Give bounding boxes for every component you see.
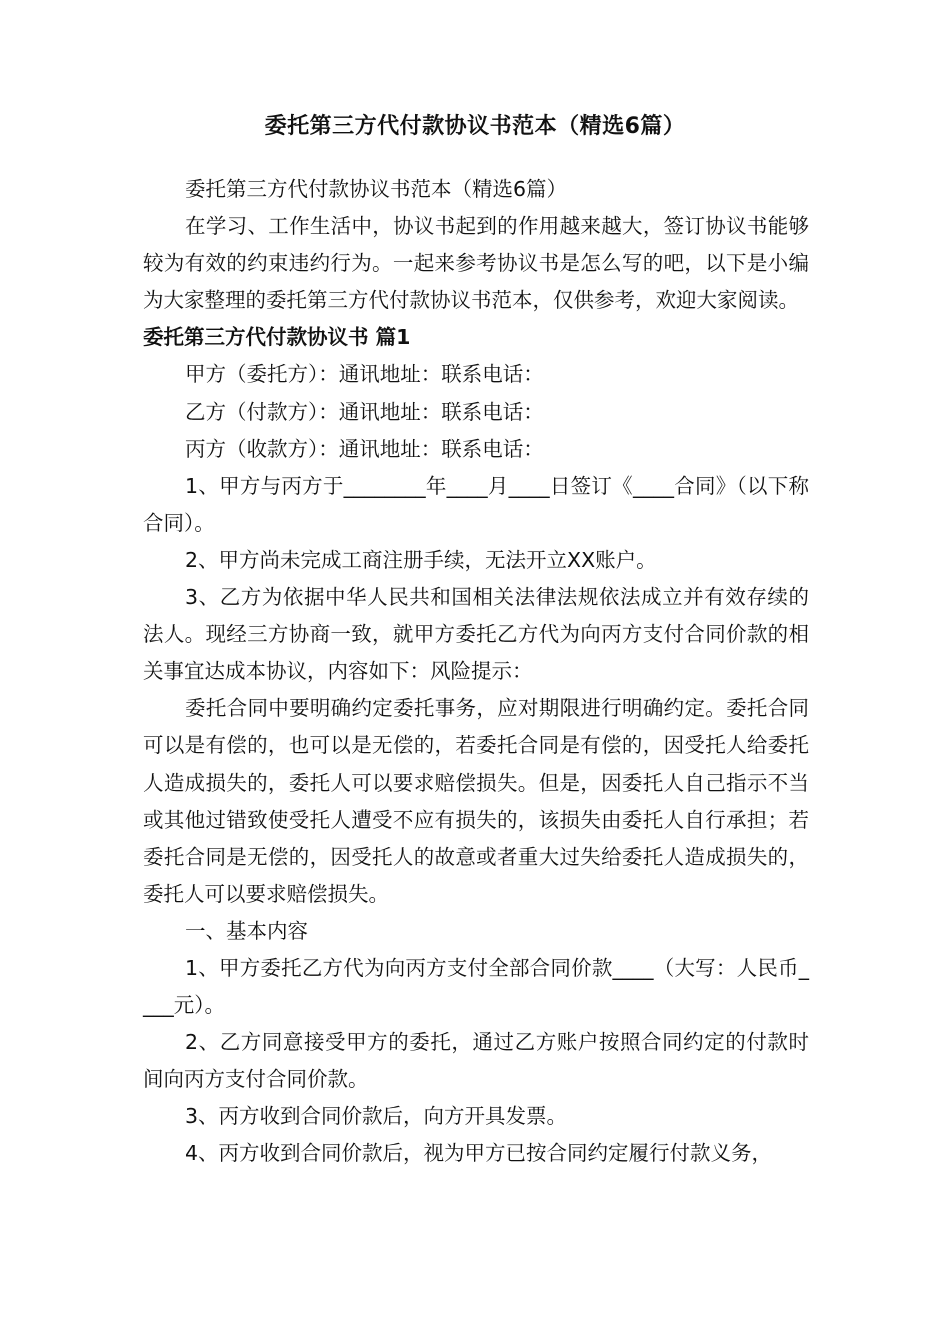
clause-2: 2、甲方尚未完成工商注册手续，无法开立XX账户。	[185, 547, 657, 572]
basic-clause-4: 4、丙方收到合同价款后，视为甲方已按合同约定履行付款义务，	[185, 1141, 773, 1166]
document-body	[143, 171, 809, 1173]
clause-3: 3、乙方为依据中华人民共和国相关法律法规依法成立并有效存续的法人。现经三方协商一致，就甲方委托乙方代为向丙方支付合同价款的相关事宜达成本协议，内容如下：风险提示：	[143, 585, 809, 684]
basic-clause-2: 2、乙方同意接受甲方的委托，通过乙方账户按照合同约定的付款时间向丙方支付合同价款。	[143, 1030, 809, 1092]
party-c-line: 丙方（收款方）：通讯地址：联系电话：	[185, 436, 544, 461]
basic-clause-3: 3、丙方收到合同价款后，向方开具发票。	[185, 1104, 568, 1129]
party-b-line: 乙方（付款方）：通讯地址：联系电话：	[185, 399, 544, 424]
document-title: 委托第三方代付款协议书范本（精选6篇）	[264, 114, 686, 139]
basic-clause-1: 1、甲方委托乙方代为向丙方支付全部合同价款____（大写：人民币____元）。	[143, 955, 809, 1018]
basic-content-heading: 一、基本内容	[185, 918, 309, 943]
clause-1: 1、甲方与丙方于________年____月____日签订《____合同》（以下称合同）。	[143, 473, 809, 535]
risk-note-paragraph: 委托合同中要明确约定委托事务，应对期限进行明确约定。委托合同可以是有偿的，也可以是无偿的，若委托合同是有偿的，因受托人给委托人造成损失的，委托人可以要求赔偿损失。但是，因委托人自己指示不当或其他过错致使受托人遭受不应有损失的，该损失由委托人自行承担；若委托合同是无偿的，因受托人的故意或者重大过失给委托人造成损失的，委托人可以要求赔偿损失。	[143, 696, 809, 906]
intro-paragraph: 在学习、工作生活中，协议书起到的作用越来越大，签订协议书能够较为有效的约束违约行为。一起来参考协议书是怎么写的吧，以下是小编为大家整理的委托第三方代付款协议书范本，仅供参考，欢迎大家阅读。	[143, 214, 809, 313]
party-a-line: 甲方（委托方）：通讯地址：联系电话：	[185, 362, 544, 387]
section-heading: 委托第三方代付款协议书 篇1	[143, 325, 411, 350]
intro-subtitle: 委托第三方代付款协议书范本（精选6篇）	[185, 177, 568, 201]
